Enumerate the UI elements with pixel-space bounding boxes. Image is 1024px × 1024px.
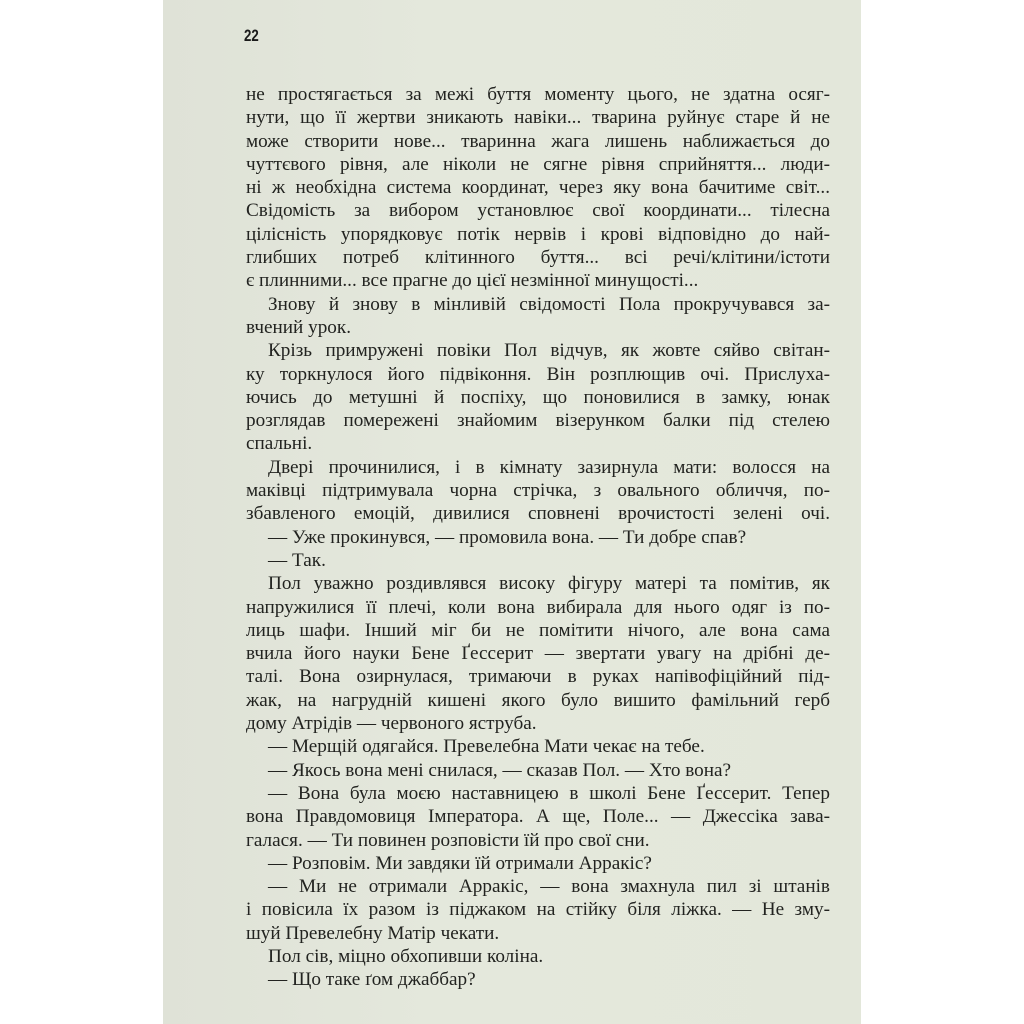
text-line: — Вона була моєю наставницею в школі Бене Ґессерит. Тепер: [268, 782, 830, 804]
text-line: спальні.: [246, 433, 313, 455]
text-line: не простягається за межі буття моменту цього, не здатна осяг-: [246, 84, 830, 105]
text-line: лиць шафи. Інший міг би не помітити нічого, але вона сама: [246, 619, 830, 641]
text-line: Пол уважно роздивлявся високу фігуру матері та помітив, як: [268, 573, 830, 595]
text-line: шуй Превелебну Матір чекати.: [246, 922, 500, 944]
text-line: цілісність упорядковує потік нервів і крові відповідно до най-: [246, 223, 830, 245]
text-line: вчила його науки Бене Ґессерит — звертати увагу на дрібні де-: [246, 643, 830, 665]
text-line: — Ми не отримали Арракіс, — вона змахнула пил зі штанів: [268, 876, 830, 898]
text-line: ку торкнулося його підвіконня. Він розплющив очі. Прислуха-: [246, 363, 830, 385]
text-line: ючись до метушні й поспіху, що поновилися в замку, юнак: [246, 386, 830, 408]
text-line: нути, що її жертви зникають навіки... тварина руйнує старе й не: [246, 107, 830, 129]
text-line: Пол сів, міцно обхопивши коліна.: [268, 945, 544, 967]
text-line: жак, на нагрудній кишені якого було вишито фамільний герб: [246, 689, 830, 711]
text-line: вчений урок.: [246, 316, 351, 338]
body-text: [246, 83, 830, 992]
text-line: розглядав помережені знайомим візерунком балки під стелею: [246, 410, 830, 432]
text-line: є плинними... все прагне до цієї незмінної минущості...: [246, 270, 699, 292]
text-line: дому Атрідів — червоного яструба.: [246, 713, 537, 735]
text-line: може створити нове... тваринна жага лишень наближається до: [246, 130, 830, 152]
text-line: талі. Вона озирнулася, тримаючи в руках напівофіційний під-: [246, 666, 830, 688]
text-line: — Якось вона мені снилася, — сказав Пол. — Хто вона?: [268, 759, 732, 781]
text-line: — Уже прокинувся, — промовила вона. — Ти добре спав?: [268, 526, 747, 548]
text-line: — Що таке ґом джаббар?: [268, 969, 476, 991]
page-number: 22: [244, 26, 259, 45]
text-line: чуттєвого рівня, але ніколи не сягне рівня сприйняття... люди-: [246, 153, 830, 175]
text-line: Свідомість за вибором установлює свої координати... тілесна: [246, 200, 830, 222]
text-line: збавленого емоцій, дивилися сповнені врочистості зелені очі.: [246, 503, 830, 525]
text-line: галася. — Ти повинен розповісти їй про свої сни.: [246, 829, 650, 851]
text-line: вона Правдомовиця Імператора. А ще, Поле... — Джессіка зава-: [246, 806, 830, 828]
text-line: і повісила їх разом із піджаком на стійку біля ліжка. — Не зму-: [246, 899, 830, 921]
text-line: глибших потреб клітинного буття... всі речі/клітини/істоти: [246, 247, 830, 269]
text-line: Двері прочинилися, і в кімнату зазирнула мати: волосся на: [268, 456, 830, 478]
text-line: — Так.: [268, 549, 326, 571]
text-line: — Розповім. Ми завдяки їй отримали Арракіс?: [268, 852, 652, 874]
text-line: Крізь примружені повіки Пол відчув, як жовте сяйво світан-: [268, 340, 830, 362]
text-line: маківці підтримувала чорна стрічка, з овального обличчя, по-: [246, 480, 830, 502]
text-line: — Мерщій одягайся. Превелебна Мати чекає на тебе.: [268, 736, 705, 758]
text-line: Знову й знову в мінливій свідомості Пола прокручувався за-: [268, 293, 830, 315]
text-line: ні ж необхідна система координат, через яку вона бачитиме світ...: [246, 177, 830, 199]
text-line: напружилися її плечі, коли вона вибирала для нього одяг із по-: [246, 596, 830, 618]
